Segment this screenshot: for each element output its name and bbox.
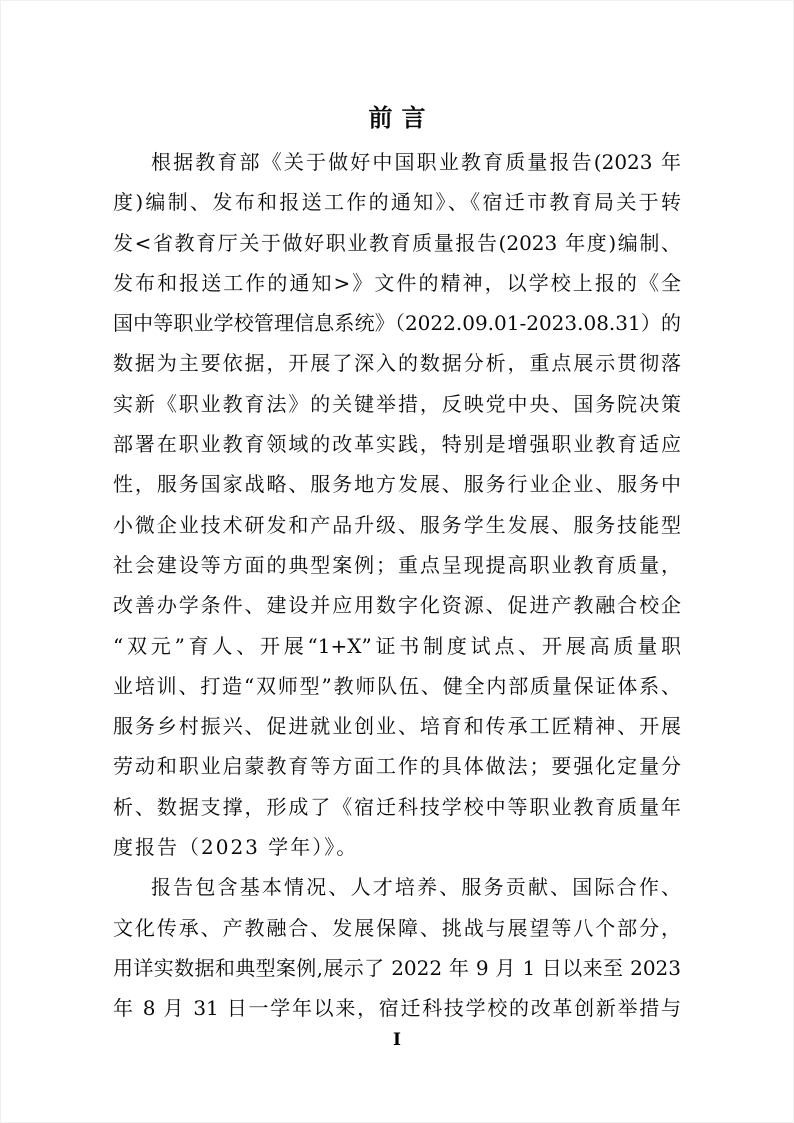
text-line: 数据为主要依据，开展了深入的数据分析，重点展示贯彻落 xyxy=(113,351,681,376)
text-line: 社会建设等方面的典型案例；重点呈现提高职业教育质量， xyxy=(113,552,681,577)
text-line: 度报告（2023 学年）》。 xyxy=(113,835,359,860)
text-line: 业培训、打造“双师型”教师队伍、健全内部质量保证体系、 xyxy=(113,673,681,698)
text-line: 用详实数据和典型案例,展示了 2022 年 9 月 1 日以来至 2023 xyxy=(113,955,681,980)
text-line: 劳动和职业启蒙教育等方面工作的具体做法；要强化定量分 xyxy=(113,754,681,779)
text-line: 改善办学条件、建设并应用数字化资源、促进产教融合校企 xyxy=(113,593,681,618)
text-line: 部署在职业教育领域的改革实践，特别是增强职业教育适应 xyxy=(113,432,681,457)
page-footer xyxy=(0,1030,794,1050)
paragraph xyxy=(113,867,681,1028)
text-line: 发<省教育厅关于做好职业教育质量报告(2023 年度)编制、 xyxy=(113,230,681,255)
page-number: I xyxy=(393,1030,401,1050)
paragraph xyxy=(113,142,681,867)
text-line: 服务乡村振兴、促进就业创业、培育和传承工匠精神、开展 xyxy=(113,714,681,739)
text-line: 实新《职业教育法》的关键举措，反映党中央、国务院决策 xyxy=(113,391,681,416)
text-line: 析、数据支撑，形成了《宿迁科技学校中等职业教育质量年 xyxy=(113,794,681,819)
text-line: 文化传承、产教融合、发展保障、挑战与展望等八个部分， xyxy=(113,915,681,940)
text-line: “双元”育人、开展“1+X”证书制度试点、开展高质量职 xyxy=(113,633,681,658)
document-body xyxy=(113,142,681,1029)
text-line: 性，服务国家战略、服务地方发展、服务行业企业、服务中 xyxy=(113,472,681,497)
text-line: 国中等职业学校管理信息系统》（2022.09.01-2023.08.31）的 xyxy=(113,311,681,336)
text-line: 发布和报送工作的通知>》文件的精神，以学校上报的《全 xyxy=(113,270,681,295)
page-title: 前言 xyxy=(368,103,435,132)
text-line: 度)编制、发布和报送工作的通知》、《宿迁市教育局关于转 xyxy=(113,190,681,215)
text-line: 小微企业技术研发和产品升级、服务学生发展、服务技能型 xyxy=(113,512,681,537)
text-line: 年 8 月 31 日一学年以来，宿迁科技学校的改革创新举措与 xyxy=(113,996,681,1021)
text-line: 根据教育部《关于做好中国职业教育质量报告(2023 年 xyxy=(151,150,681,174)
text-line: 报告包含基本情况、人才培养、服务贡献、国际合作、 xyxy=(151,875,681,900)
